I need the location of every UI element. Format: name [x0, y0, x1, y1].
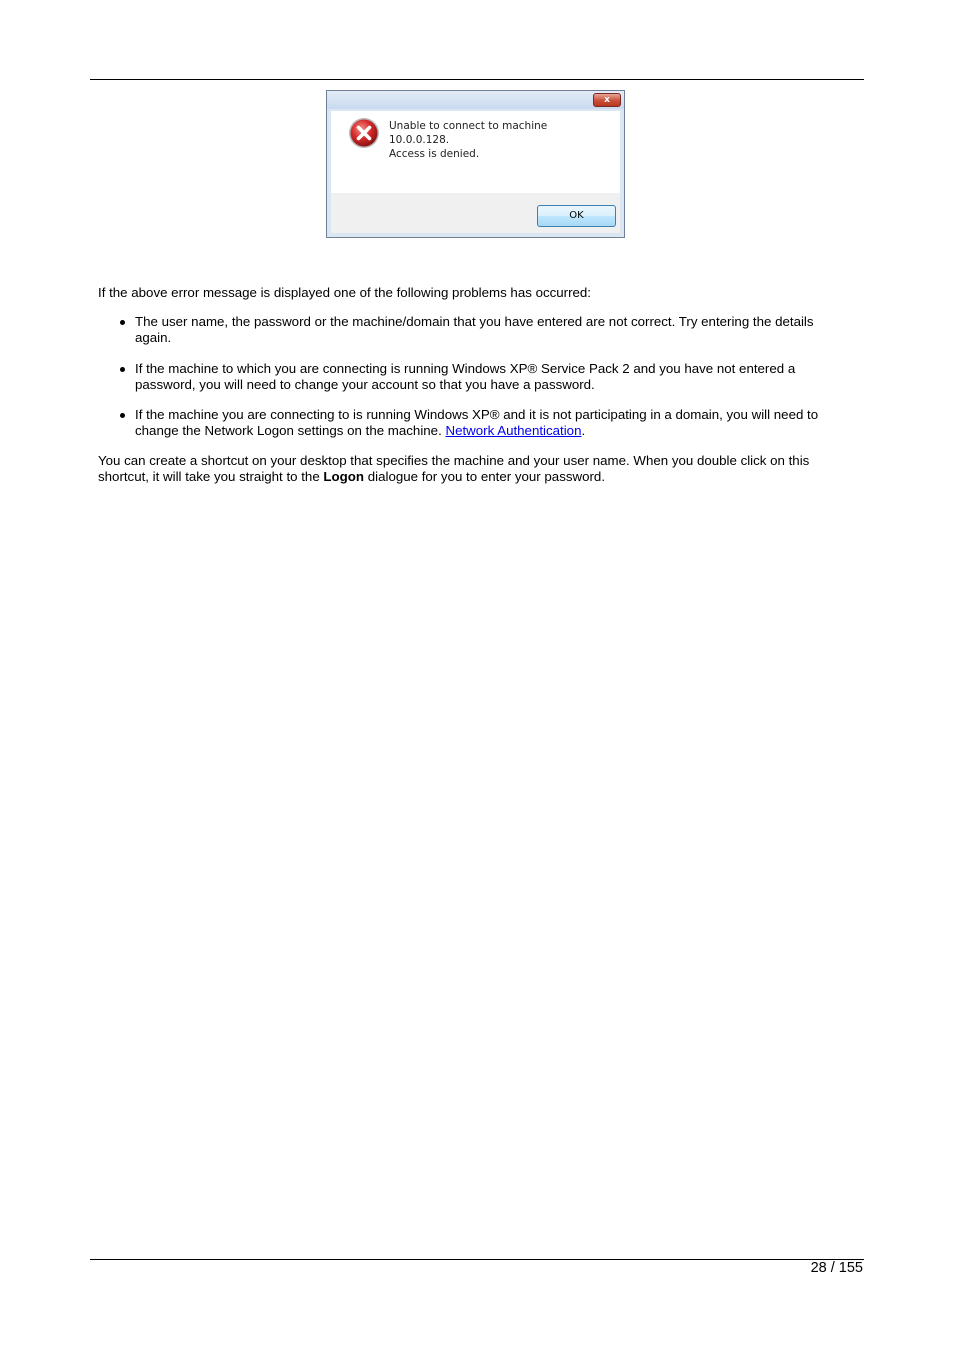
- shortcut-text-end: dialogue for you to enter your password.: [364, 469, 606, 484]
- close-icon: x: [604, 95, 610, 105]
- dialog-message-line2: Access is denied.: [389, 148, 480, 160]
- list-item: [135, 407, 825, 439]
- footer-rule: [90, 1259, 864, 1260]
- list-item-text-end: .: [581, 423, 586, 438]
- header-rule: [90, 79, 864, 80]
- error-dialog: [326, 90, 625, 238]
- shortcut-paragraph: [98, 453, 828, 485]
- list-item-text: If the machine you are connecting to is running Windows XP® and it is not participating in a domain, you will need to change the Network Logon settings on the machine.: [135, 407, 819, 438]
- list-item: [135, 361, 825, 393]
- shortcut-text: You can create a shortcut on your desktop that specifies the machine and your user name. When you double click on this shortcut, it will take you straight to the: [98, 453, 810, 484]
- intro-paragraph: If the above error message is displayed one of the following problems has occurred:: [98, 285, 591, 300]
- bullet-icon: [120, 320, 125, 325]
- list-item: [135, 314, 825, 346]
- network-authentication-link[interactable]: Network Authentication: [445, 423, 582, 438]
- close-button[interactable]: [593, 93, 621, 107]
- page-number: 28 / 155: [810, 1260, 863, 1276]
- list-item-text: If the machine to which you are connecting is running Windows XP® Service Pack 2 and you have not entered a password, you will need to change your account so that you have a password.: [135, 361, 796, 392]
- ok-button[interactable]: OK: [537, 205, 616, 227]
- bullet-icon: [120, 367, 125, 372]
- dialog-message: [389, 119, 609, 161]
- dialog-message-line1: Unable to connect to machine 10.0.0.128.: [389, 120, 548, 146]
- dialog-titlebar: [327, 91, 624, 109]
- list-item-text: The user name, the password or the machine/domain that you have entered are not correct. Try entering the details again.: [135, 314, 814, 345]
- logon-term: Logon: [323, 469, 365, 484]
- error-icon: [348, 117, 380, 149]
- bullet-icon: [120, 413, 125, 418]
